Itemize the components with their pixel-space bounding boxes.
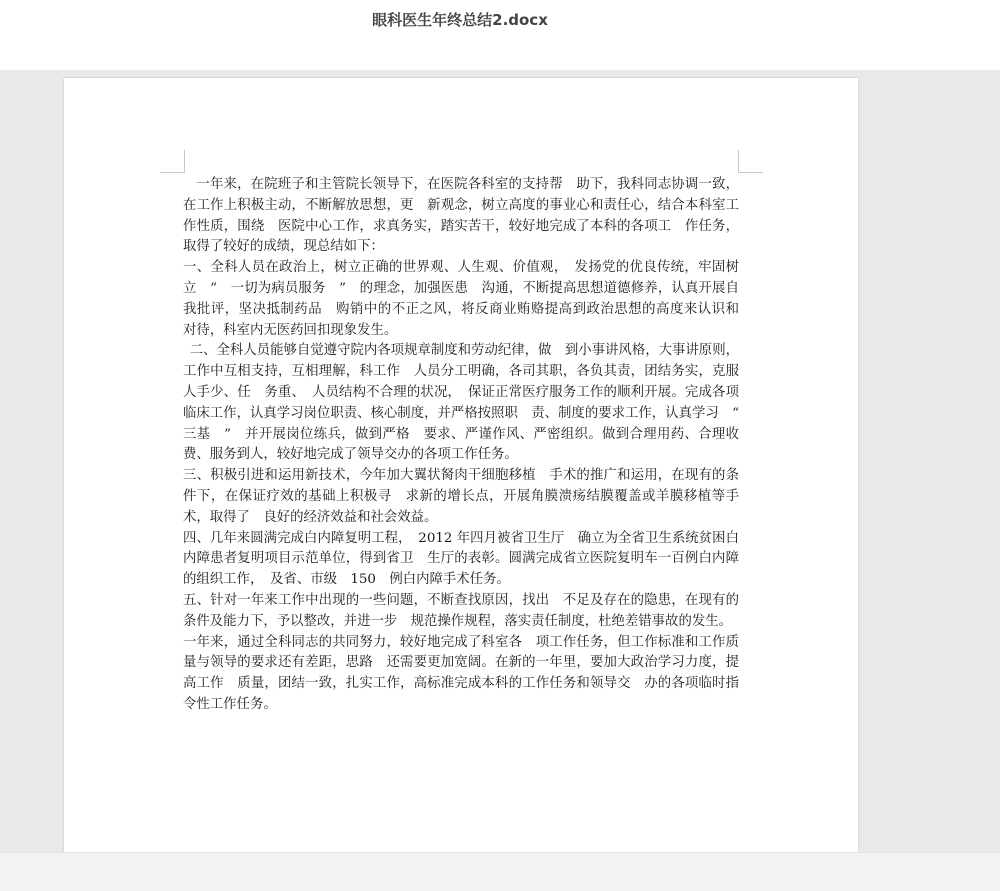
bottom-bar <box>0 852 1000 891</box>
document-page[interactable] <box>64 78 858 852</box>
paragraph-2: 二、全科人员能够自觉遵守院内各项规章制度和劳动纪律，做 到小事讲风格，大事讲原则，工作中互相支持，互相理解，科工作 人员分工明确，各司其职，各负其责，团结务实，克服人手少、任 务重、 人员结构不合理的状况， 保证正常医疗服务工作的顺利开展。完成各项临床工作，认真学习岗位职责、核心制度，并严格按照职 责、制度的要求工作，认真学习 “ 三基 ” 并开展岗位练兵，做到严格 要求、严谨作风、严密组织。做到合理用药、合理收费、服务到人，较好地完成了领导交办的各项工作任务。 <box>183 343 753 463</box>
document-title: 眼科医生年终总结2.docx <box>372 11 548 29</box>
paragraph-1: 一、全科人员在政治上，树立正确的世界观、人生观、价值观， 发扬党的优良传统，牢固树立 “ 一切为病员服务 ” 的理念，加强医患 沟通，不断提高思想道德修养，认真开展自我批评，坚决抵制药品 购销中的不正之风，将反商业贿赂提高到政治思想的高度来认识和 对待，科室内无医药回扣现象发生。 <box>183 260 753 338</box>
paragraph-conclusion: 一年来，通过全科同志的共同努力，较好地完成了科室各 项工作任务，但工作标准和工作质量与领导的要求还有差距，思路 还需要更加宽阔。在新的一年里，要加大政治学习力度，提高工作 质量，团结一致，扎实工作，高标准完成本科的工作任务和领导交 办的各项临时指令性工作任务。 <box>183 634 739 712</box>
paragraph-intro: 一年来，在院班子和主管院长领导下，在医院各科室的支持帮 助下，我科同志协调一致，在工作上积极主动，不断解放思想，更 新观念，树立高度的事业心和责任心，结合本科室工作性质，围绕 医院中心工作，求真务实，踏实苦干，较好地完成了本科的各项工 作任务，取得了较好的成绩，现总结如下： <box>183 177 739 255</box>
title-bar <box>0 0 1000 70</box>
document-body[interactable] <box>183 175 753 716</box>
paragraph-3: 三、积极引进和运用新技术，今年加大翼状胬肉干细胞移植 手术的推广和运用，在现有的条件下，在保证疗效的基础上积极寻 求新的增长点，开展角膜溃疡结膜覆盖或羊膜移植等手术，取得了 良好的经济效益和社会效益。 <box>183 468 739 525</box>
paragraph-4: 四、几年来圆满完成白内障复明工程， 2012 年四月被省卫生厅 确立为全省卫生系统贫困白内障患者复明项目示范单位，得到省卫 生厅的表彰。圆满完成省立医院复明车一百例白内障的组织工作， 及省、市级 150 例白内障手术任务。 <box>183 530 739 588</box>
paragraph-5: 五、针对一年来工作中出现的一些问题，不断查找原因，找出 不足及存在的隐患，在现有的条件及能力下，予以整改，并进一步 规范操作规程，落实责任制度，杜绝差错事故的发生。 <box>183 592 739 629</box>
margin-corner-mark <box>738 150 763 173</box>
margin-corner-mark <box>160 150 185 173</box>
document-canvas[interactable] <box>0 70 1000 852</box>
